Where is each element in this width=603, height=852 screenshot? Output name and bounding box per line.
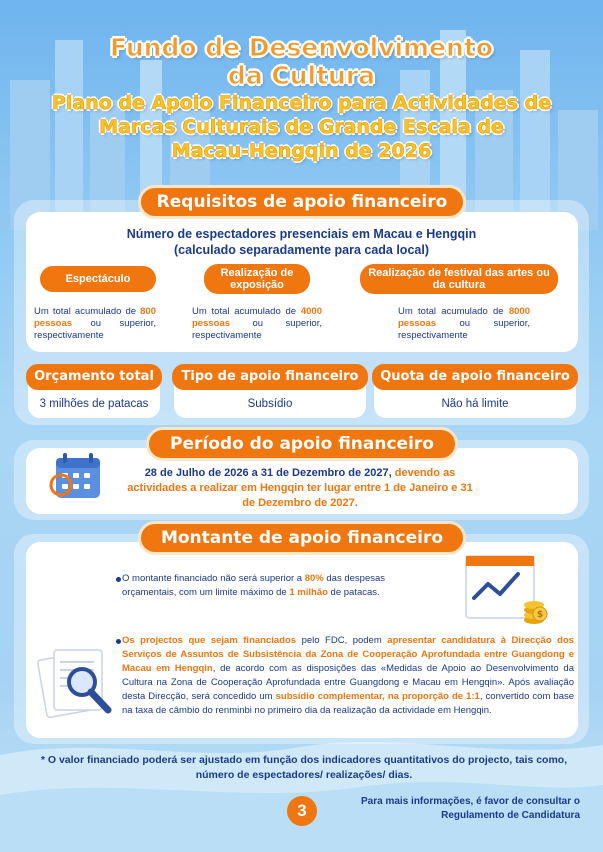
category-pill-festival: Realização de festival das artes ou da cultura <box>360 264 558 294</box>
category-desc-exposition: Um total acumulado de 4000 pessoas ou superior, respectivamente <box>192 306 322 341</box>
chart-document-icon <box>462 554 548 628</box>
page-subtitle-line2: Marcas Culturais de Grande Escala de <box>99 116 504 138</box>
period-section-title: Período do apoio financeiro <box>146 427 458 461</box>
quota-value: Não há limite <box>441 398 509 410</box>
budget-title: Orçamento total <box>26 364 162 390</box>
category-pill-spectacle: Espectáculo <box>40 266 156 292</box>
bullet-dot-1 <box>116 577 121 582</box>
page-title-line1: Fundo de Desenvolvimento <box>110 33 493 62</box>
page-number: 3 <box>287 796 317 826</box>
category-desc-spectacle: Um total acumulado de 800 pessoas ou superior, respectivamente <box>34 306 156 341</box>
category-desc-festival: Um total acumulado de 8000 pessoas ou superior, respectivamente <box>398 306 530 341</box>
footer-info: Para mais informações, é favor de consultar o Regulamento de Candidatura <box>361 796 580 821</box>
page-header <box>0 34 603 162</box>
page-title-line2: da Cultura <box>227 61 376 90</box>
footnote: * O valor financiado poderá ser ajustado em função dos indicadores quantitativos do projecto, tais como, número de espectadores/ realizações/ dias. <box>40 754 568 781</box>
support-type-value: Subsídio <box>247 398 293 410</box>
quota-title: Quota de apoio financeiro <box>372 364 578 390</box>
calendar-icon <box>48 452 104 502</box>
amount-bullet-1: O montante financiado não será superior a 80% das despesas orçamentais, com um limite máximo de 1 milhão de patacas. <box>122 573 386 598</box>
page-subtitle-line1: Plano de Apoio Financeiro para Actividades de <box>51 92 552 114</box>
svg-text:$: $ <box>536 610 544 620</box>
magnifier-document-icon <box>36 642 120 724</box>
requirements-heading: Número de espectadores presenciais em Macau e Hengqin (calculado separadamente para cada local) <box>126 227 477 257</box>
period-text: 28 de Julho de 2026 a 31 de Dezembro de 2027, devendo as actividades a realizar em Hengqin ter lugar entre 1 de Janeiro e 31 de Dezembro de 2027. <box>127 467 473 509</box>
support-type-title: Tipo de apoio financeiro <box>172 364 368 390</box>
budget-value: 3 milhões de patacas <box>39 398 149 410</box>
category-pill-exposition: Realização de exposição <box>204 264 310 294</box>
requirements-section-title: Requisitos de apoio financeiro <box>138 185 466 219</box>
coins-icon <box>524 601 547 624</box>
amount-section-title: Montante de apoio financeiro <box>138 521 466 555</box>
page-subtitle-line3: Macau-Hengqin de 2026 <box>171 140 432 162</box>
amount-bullet-2: Os projectos que sejam financiados pelo FDC, podem apresentar candidatura à Direcção dos Serviços de Assuntos de Subsistência da Zona de Cooperação Aprofundada entre Guangdong e Macau em Hengqin, de acordo com as disposições das «Medidas de Apoio ao Desenvolvimento da Cultura na Zona de Cooperação Aprofundada entre Guangdong e Macau em Hengqin». Após avaliação desta Direcção, será concedido um subsídio complementar, na proporção de 1:1, convertido com base na taxa de câmbio do renminbi no primeiro dia da realização da actividade em Hengqin. <box>122 635 575 716</box>
